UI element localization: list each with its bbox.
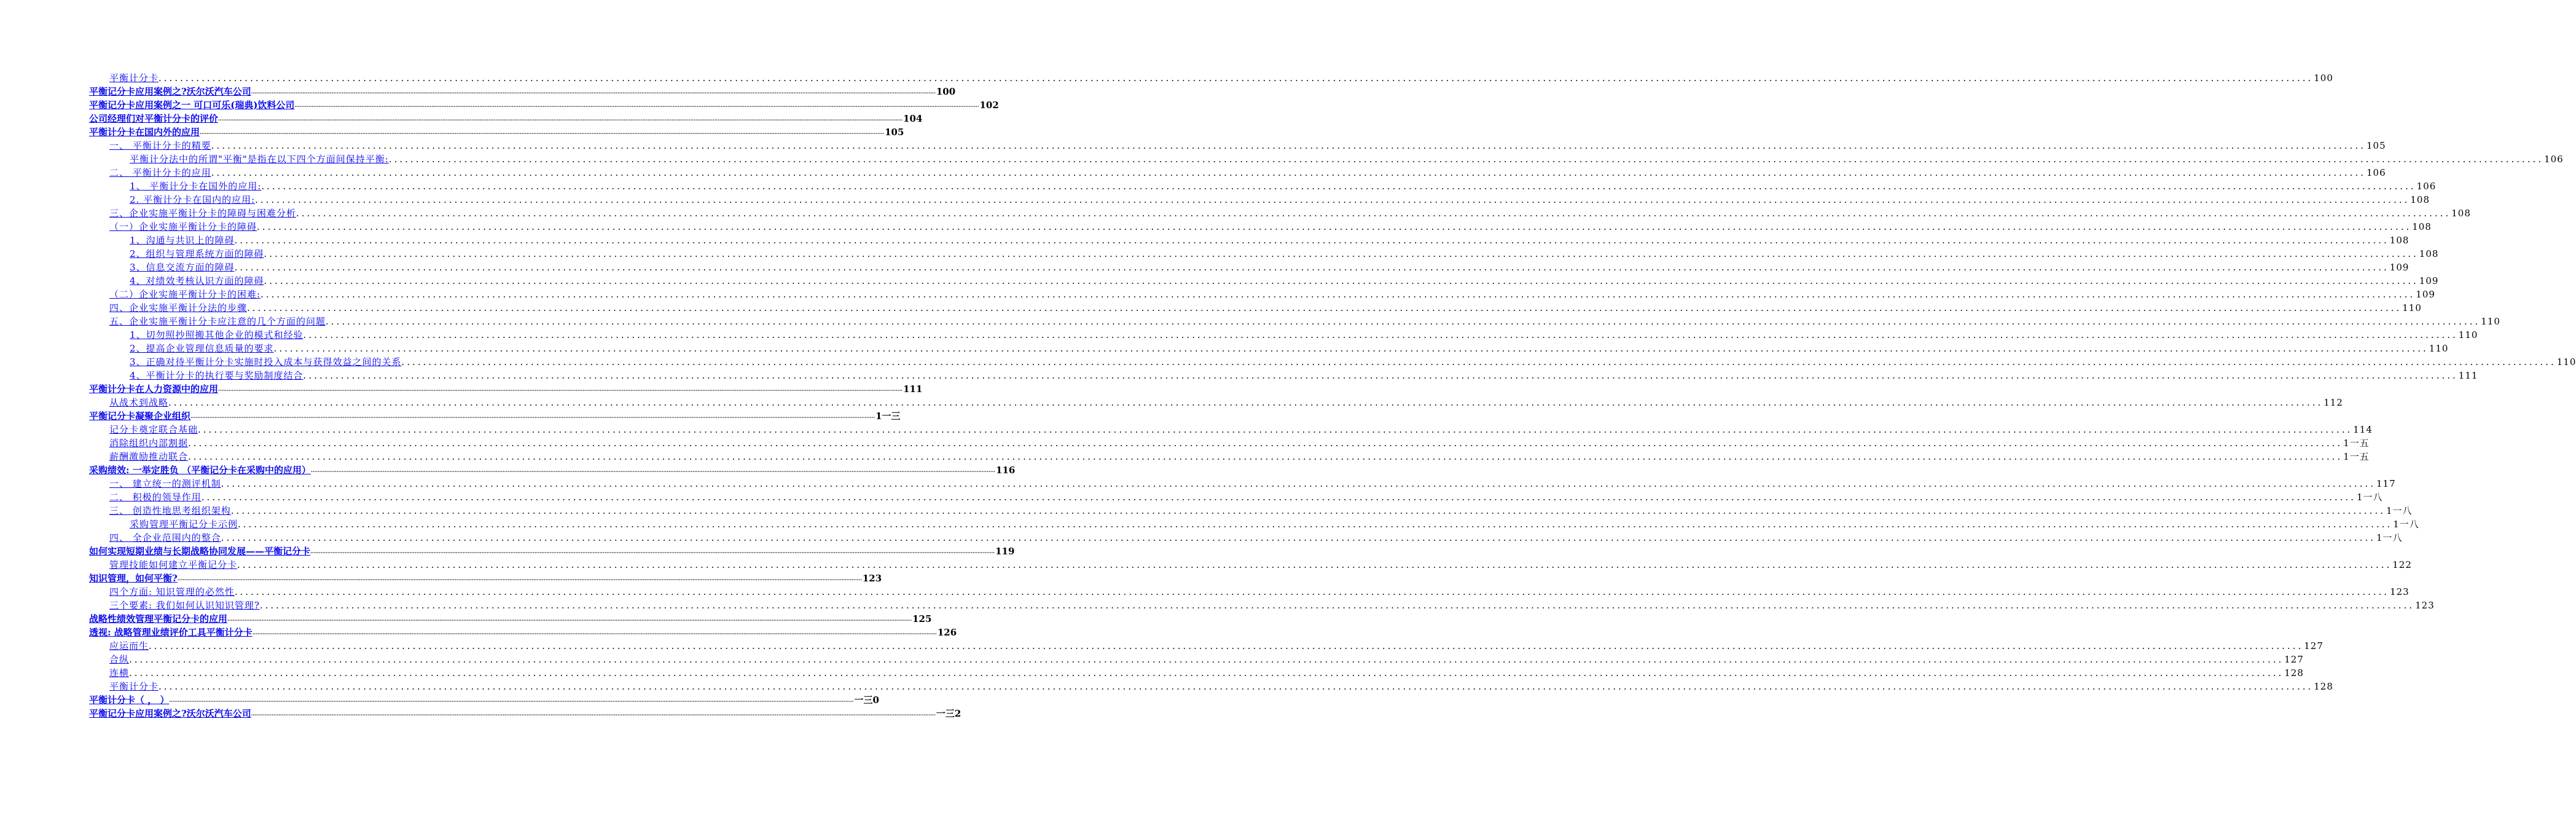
toc-dot-leader: ................................................................................................................................................................................................................................................................................................................................................................................................................ xyxy=(273,343,2429,354)
toc-entry-page-number: 1一八 xyxy=(2393,519,2419,530)
toc-dot-leader: ................................................................................................................................................................................................................................................................................................................................................................................................................ xyxy=(255,194,2410,205)
toc-dot-leader: ................................................................................................................................................................................................................................................................................................................................................................................................................ xyxy=(260,289,2416,300)
toc-dot-leader: ................................................................................................................................................................................................................................................................................................................................................................................................................ xyxy=(149,640,2304,651)
toc-entry-title-link[interactable]: 消除组织内部割据 xyxy=(109,438,189,449)
toc-entry-title-link[interactable]: 2. 平衡计分卡在国内的应用: xyxy=(130,194,256,205)
toc-entry-title-link[interactable]: 平衡计分卡在人力资源中的应用 xyxy=(89,384,219,395)
toc-dot-leader: ................................................................................................................................................................................................................................................................................................................................................................................................................ xyxy=(388,154,2544,165)
toc-entry-title-link[interactable]: 一、 建立统一的测评机制 xyxy=(109,478,221,489)
toc-entry[interactable] xyxy=(89,247,2439,261)
toc-dot-leader: ................................................................................................................................................................................................................................................................................................................................................................................................................ xyxy=(238,519,2393,530)
toc-dot-leader: ................................................................................................................................................................................................................................................................................................................................................................................................................ xyxy=(159,681,2314,692)
toc-entry-page-number: 111 xyxy=(903,384,923,395)
toc-entry[interactable] xyxy=(89,707,961,720)
toc-entry[interactable] xyxy=(89,342,2449,355)
toc-dot-leader: ................................................................................................................................................................................................................................................................................................................................................................................................................ xyxy=(326,316,2481,327)
toc-entry-title-link[interactable]: 薪酬激励推动联合 xyxy=(109,451,189,462)
toc-dot-leader: ................................................................................................................................................................................................................................................................................................................................................................................................................ xyxy=(234,262,2389,273)
toc-entry[interactable] xyxy=(89,572,882,585)
toc-dot-leader: ................................................................................................................................................................................................................................................................................................................................................................................................................ xyxy=(261,181,2416,192)
toc-dot-leader: ................................................................................................................................................................................................................................................................................................................................................................................................................ xyxy=(188,438,2343,449)
toc-entry-title-link[interactable]: 四、 全企业范围内的整合 xyxy=(109,532,221,543)
toc-dot-leader: ................................................................................................................................................................................................................................................................................................................................................................................................................ xyxy=(230,505,2386,516)
toc-entry-page-number: 108 xyxy=(2389,235,2410,246)
toc-dot-leader: ................................................................................................................................................................................................................................................................................................................................................................................................................ xyxy=(252,629,937,635)
toc-entry-page-number: 110 xyxy=(2481,316,2500,327)
toc-entry-page-number: 108 xyxy=(2451,208,2471,219)
toc-dot-leader: ................................................................................................................................................................................................................................................................................................................................................................................................................ xyxy=(218,386,903,392)
toc-dot-leader: ................................................................................................................................................................................................................................................................................................................................................................................................................ xyxy=(251,710,936,717)
toc-entry-page-number: 119 xyxy=(995,546,1015,557)
toc-entry[interactable] xyxy=(89,139,2386,152)
toc-dot-leader: ................................................................................................................................................................................................................................................................................................................................................................................................................ xyxy=(264,248,2419,259)
toc-entry-page-number: 109 xyxy=(2389,262,2410,273)
toc-entry-title-link[interactable]: 采购绩效: 一举定胜负 （平衡记分卡在采购中的应用） xyxy=(89,465,311,476)
toc-entry[interactable] xyxy=(89,98,999,112)
toc-entry-title-link[interactable]: 透视: 战略管理业绩评价工具平衡计分卡 xyxy=(89,627,253,638)
toc-entry-title-link[interactable]: 四个方面: 知识管理的必然性 xyxy=(109,586,235,597)
toc-entry-page-number: 1一八 xyxy=(2357,492,2383,503)
toc-dot-leader: ................................................................................................................................................................................................................................................................................................................................................................................................................ xyxy=(227,616,912,622)
toc-entry-title-link[interactable]: 二、 积极的领导作用 xyxy=(109,492,202,503)
toc-entry[interactable] xyxy=(89,585,2410,599)
toc-entry-title-link[interactable]: 采购管理平衡记分卡示例 xyxy=(130,519,238,530)
toc-entry[interactable] xyxy=(89,450,2370,463)
toc-entry[interactable] xyxy=(89,477,2396,490)
toc-dot-leader: ................................................................................................................................................................................................................................................................................................................................................................................................................ xyxy=(168,397,2323,408)
toc-entry-page-number: 111 xyxy=(2458,370,2478,381)
toc-entry[interactable] xyxy=(89,288,2435,301)
toc-entry-title-link[interactable]: 1、切勿照抄照搬其他企业的模式和经验 xyxy=(130,329,303,340)
toc-entry-page-number: 126 xyxy=(937,627,957,638)
toc-entry[interactable] xyxy=(89,666,2304,680)
toc-dot-leader: ................................................................................................................................................................................................................................................................................................................................................................................................................ xyxy=(190,413,875,419)
toc-entry-page-number: 127 xyxy=(2284,654,2304,665)
toc-entry-page-number: 106 xyxy=(2416,181,2437,192)
toc-entry-title-link[interactable]: 1、 平衡计分卡在国外的应用: xyxy=(130,181,262,192)
toc-entry-page-number: 110 xyxy=(2402,302,2422,313)
toc-entry[interactable] xyxy=(89,85,956,98)
toc-entry-page-number: 108 xyxy=(2410,194,2430,205)
toc-dot-leader: ................................................................................................................................................................................................................................................................................................................................................................................................................ xyxy=(200,129,885,135)
toc-entry[interactable] xyxy=(89,369,2478,382)
toc-entry-title-link[interactable]: 记分卡奠定联合基础 xyxy=(109,424,198,435)
toc-entry[interactable] xyxy=(89,504,2413,517)
toc-dot-leader: ................................................................................................................................................................................................................................................................................................................................................................................................................ xyxy=(201,492,2357,503)
toc-entry-title-link[interactable]: （二）企业实施平衡计分卡的困难: xyxy=(109,289,261,300)
toc-entry-page-number: 100 xyxy=(2314,73,2333,84)
toc-entry-title-link[interactable]: 平衡记分卡应用案例之?沃尔沃汽车公司 xyxy=(89,86,251,97)
toc-dot-leader: ................................................................................................................................................................................................................................................................................................................................................................................................................ xyxy=(234,235,2389,246)
toc-entry[interactable] xyxy=(89,558,2412,572)
toc-entry[interactable] xyxy=(89,261,2410,274)
toc-dot-leader: ................................................................................................................................................................................................................................................................................................................................................................................................................ xyxy=(251,88,936,95)
toc-entry-title-link[interactable]: 四、企业实施平衡计分法的步骤 xyxy=(109,302,248,313)
toc-entry-title-link[interactable]: 平衡计分卡在国内外的应用 xyxy=(89,127,200,138)
toc-dot-leader: ................................................................................................................................................................................................................................................................................................................................................................................................................ xyxy=(169,697,854,703)
toc-dot-leader: ................................................................................................................................................................................................................................................................................................................................................................................................................ xyxy=(211,167,2367,178)
toc-entry-page-number: 106 xyxy=(2544,154,2564,165)
toc-entry-page-number: 100 xyxy=(936,86,956,97)
toc-entry-title-link[interactable]: 战略性绩效管理平衡记分卡的应用 xyxy=(89,613,228,624)
toc-entry-title-link[interactable]: 知识管理，如何平衡? xyxy=(89,573,178,584)
toc-dot-leader: ................................................................................................................................................................................................................................................................................................................................................................................................................ xyxy=(198,424,2353,435)
toc-entry-page-number: 1一五 xyxy=(2343,451,2370,462)
toc-dot-leader: ................................................................................................................................................................................................................................................................................................................................................................................................................ xyxy=(259,600,2415,611)
toc-entry-page-number: 108 xyxy=(2419,248,2439,259)
toc-entry[interactable] xyxy=(89,355,2576,369)
toc-entry-page-number: 一三2 xyxy=(936,708,961,719)
toc-entry[interactable] xyxy=(89,382,923,396)
toc-dot-leader: ................................................................................................................................................................................................................................................................................................................................................................................................................ xyxy=(303,329,2458,340)
toc-entry-page-number: 123 xyxy=(2390,586,2410,597)
toc-entry[interactable] xyxy=(89,396,2343,409)
toc-dot-leader: ................................................................................................................................................................................................................................................................................................................................................................................................................ xyxy=(257,221,2412,232)
toc-entry-page-number: 108 xyxy=(2412,221,2432,232)
toc-dot-leader: ................................................................................................................................................................................................................................................................................................................................................................................................................ xyxy=(159,73,2314,84)
toc-dot-leader: ................................................................................................................................................................................................................................................................................................................................................................................................................ xyxy=(221,478,2376,489)
toc-entry[interactable] xyxy=(89,653,2304,666)
toc-entry-page-number: 125 xyxy=(912,613,932,624)
toc-entry-title-link[interactable]: 4、对绩效考核认识方面的障碍 xyxy=(130,275,264,286)
toc-entry-title-link[interactable]: 2、提高企业管理信息质量的要求 xyxy=(130,343,274,354)
toc-entry[interactable] xyxy=(89,206,2471,220)
toc-entry-page-number: 1一八 xyxy=(2376,532,2403,543)
toc-entry-page-number: 109 xyxy=(2416,289,2435,300)
toc-entry-title-link[interactable]: 合纵 xyxy=(109,654,130,665)
toc-entry[interactable] xyxy=(89,234,2410,247)
toc-entry[interactable] xyxy=(89,531,2403,545)
toc-dot-leader: ................................................................................................................................................................................................................................................................................................................................................................................................................ xyxy=(211,140,2367,151)
toc-entry-page-number: 112 xyxy=(2323,397,2343,408)
toc-dot-leader: ................................................................................................................................................................................................................................................................................................................................................................................................................ xyxy=(218,116,903,122)
toc-entry-title-link[interactable]: 平衡记分卡凝聚企业组织 xyxy=(89,411,191,422)
toc-entry-title-link[interactable]: 平衡记分卡应用案例之一 可口可乐(瑞典)饮料公司 xyxy=(89,100,295,111)
toc-entry[interactable] xyxy=(89,680,2333,693)
toc-entry[interactable] xyxy=(89,693,879,707)
toc-entry-page-number: 105 xyxy=(2367,140,2386,151)
toc-entry-page-number: 105 xyxy=(885,127,904,138)
toc-dot-leader: ................................................................................................................................................................................................................................................................................................................................................................................................................ xyxy=(296,208,2451,219)
toc-entry-page-number: 102 xyxy=(979,100,999,111)
toc-dot-leader: ................................................................................................................................................................................................................................................................................................................................................................................................................ xyxy=(264,275,2419,286)
toc-entry-page-number: 109 xyxy=(2419,275,2439,286)
toc-entry[interactable] xyxy=(89,220,2432,234)
toc-entry-page-number: 114 xyxy=(2353,424,2373,435)
toc-dot-leader: ................................................................................................................................................................................................................................................................................................................................................................................................................ xyxy=(310,467,996,473)
toc-entry[interactable] xyxy=(89,490,2383,504)
toc-entry-page-number: 128 xyxy=(2314,681,2333,692)
toc-entry-title-link[interactable]: 1、沟通与共识上的障碍 xyxy=(130,235,235,246)
toc-entry-page-number: 110 xyxy=(2429,343,2449,354)
toc-entry-page-number: 104 xyxy=(903,113,923,124)
toc-entry-page-number: 123 xyxy=(862,573,882,584)
toc-entry[interactable] xyxy=(89,599,2435,612)
toc-entry[interactable] xyxy=(89,423,2373,436)
toc-entry-page-number: 123 xyxy=(2415,600,2435,611)
toc-entry-title-link[interactable]: 三个要素: 我们如何认识知识管理? xyxy=(109,600,260,611)
toc-entry-title-link[interactable]: 如何实现短期业绩与长期战略协同发展——平衡记分卡 xyxy=(89,546,311,557)
toc-dot-leader: ................................................................................................................................................................................................................................................................................................................................................................................................................ xyxy=(401,356,2556,368)
toc-dot-leader: ................................................................................................................................................................................................................................................................................................................................................................................................................ xyxy=(177,575,862,581)
toc-entry-page-number: 1一八 xyxy=(2386,505,2413,516)
toc-entry-page-number: 1一五 xyxy=(2343,438,2370,449)
toc-entry[interactable] xyxy=(89,179,2437,193)
toc-entry[interactable] xyxy=(89,409,901,423)
toc-dot-leader: ................................................................................................................................................................................................................................................................................................................................................................................................................ xyxy=(237,559,2392,570)
toc-dot-leader: ................................................................................................................................................................................................................................................................................................................................................................................................................ xyxy=(234,586,2390,597)
toc-entry[interactable] xyxy=(89,545,1015,558)
toc-entry-title-link[interactable]: 五、企业实施平衡计分卡应注意的几个方面的问题 xyxy=(109,316,326,327)
toc-entry-title-link[interactable]: 管理技能如何建立平衡记分卡 xyxy=(109,559,238,570)
toc-entry-title-link[interactable]: 平衡计分卡（ ， ） xyxy=(89,694,170,706)
toc-dot-leader: ................................................................................................................................................................................................................................................................................................................................................................................................................ xyxy=(247,302,2402,313)
toc-entry-page-number: 127 xyxy=(2304,640,2323,651)
toc-entry-title-link[interactable]: 三、 创造性地思考组织架构 xyxy=(109,505,231,516)
toc-entry-page-number: 106 xyxy=(2367,167,2386,178)
toc-dot-leader: ................................................................................................................................................................................................................................................................................................................................................................................................................ xyxy=(188,451,2343,462)
toc-entry[interactable] xyxy=(89,71,2333,85)
toc-entry-title-link[interactable]: （一）企业实施平衡计分卡的障碍 xyxy=(109,221,257,232)
toc-entry-page-number: 122 xyxy=(2392,559,2412,570)
toc-entry[interactable] xyxy=(89,301,2422,315)
toc-entry-title-link[interactable]: 平衡计分卡 xyxy=(109,681,159,692)
toc-entry[interactable] xyxy=(89,639,2323,653)
toc-entry[interactable] xyxy=(89,328,2478,342)
toc-entry[interactable] xyxy=(89,152,2564,166)
toc-entry-title-link[interactable]: 2、组织与管理系统方面的障碍 xyxy=(130,248,264,259)
toc-entry[interactable] xyxy=(89,125,904,139)
toc-entry[interactable] xyxy=(89,166,2386,179)
toc-entry[interactable] xyxy=(89,463,1016,477)
toc-entry-page-number: 116 xyxy=(996,465,1016,476)
toc-entry-title-link[interactable]: 公司经理们对平衡计分卡的评价 xyxy=(89,113,219,124)
toc-entry[interactable] xyxy=(89,517,2419,531)
toc-entry[interactable] xyxy=(89,626,957,639)
toc-entry[interactable] xyxy=(89,274,2439,288)
toc-entry-page-number: 110 xyxy=(2458,329,2478,340)
toc-entry-title-link[interactable]: 平衡计分法中的所谓"平衡"是指在以下四个方面间保持平衡: xyxy=(130,154,389,165)
toc-entry-title-link[interactable]: 3、正确对待平衡计分卡实施时投入成本与获得效益之间的关系 xyxy=(130,356,402,368)
toc-entry-page-number: 128 xyxy=(2284,667,2304,678)
toc-entry[interactable] xyxy=(89,193,2430,206)
toc-entry[interactable] xyxy=(89,612,932,626)
toc-entry-title-link[interactable]: 二、 平衡计分卡的应用 xyxy=(109,167,211,178)
table-of-contents xyxy=(89,71,2576,720)
toc-entry-page-number: 1一三 xyxy=(875,411,901,422)
toc-dot-leader: ................................................................................................................................................................................................................................................................................................................................................................................................................ xyxy=(303,370,2458,381)
toc-entry-title-link[interactable]: 应运而生 xyxy=(109,640,149,651)
toc-entry-page-number: 117 xyxy=(2376,478,2396,489)
toc-entry[interactable] xyxy=(89,112,923,125)
toc-entry-title-link[interactable]: 平衡计分卡 xyxy=(109,73,159,84)
toc-entry-title-link[interactable]: 连横 xyxy=(109,667,130,678)
toc-entry-title-link[interactable]: 三、企业实施平衡计分卡的障碍与困难分析 xyxy=(109,208,297,219)
toc-dot-leader: ................................................................................................................................................................................................................................................................................................................................................................................................................ xyxy=(221,532,2376,543)
toc-entry-title-link[interactable]: 4、平衡计分卡的执行要与奖励制度结合 xyxy=(130,370,303,381)
toc-entry[interactable] xyxy=(89,315,2500,328)
toc-entry-page-number: 一三0 xyxy=(854,694,879,706)
toc-entry[interactable] xyxy=(89,436,2370,450)
toc-entry-title-link[interactable]: 从战术到战略 xyxy=(109,397,169,408)
toc-dot-leader: ................................................................................................................................................................................................................................................................................................................................................................................................................ xyxy=(294,102,979,108)
toc-entry-page-number: 110 xyxy=(2556,356,2576,368)
toc-dot-leader: ................................................................................................................................................................................................................................................................................................................................................................................................................ xyxy=(310,548,995,554)
toc-dot-leader: ................................................................................................................................................................................................................................................................................................................................................................................................................ xyxy=(129,654,2284,665)
toc-entry-title-link[interactable]: 3、信息交流方面的障碍 xyxy=(130,262,235,273)
toc-entry-title-link[interactable]: 平衡记分卡应用案例之?沃尔沃汽车公司 xyxy=(89,708,251,719)
toc-entry-title-link[interactable]: 一、 平衡计分卡的精要 xyxy=(109,140,211,151)
toc-dot-leader: ................................................................................................................................................................................................................................................................................................................................................................................................................ xyxy=(129,667,2284,678)
